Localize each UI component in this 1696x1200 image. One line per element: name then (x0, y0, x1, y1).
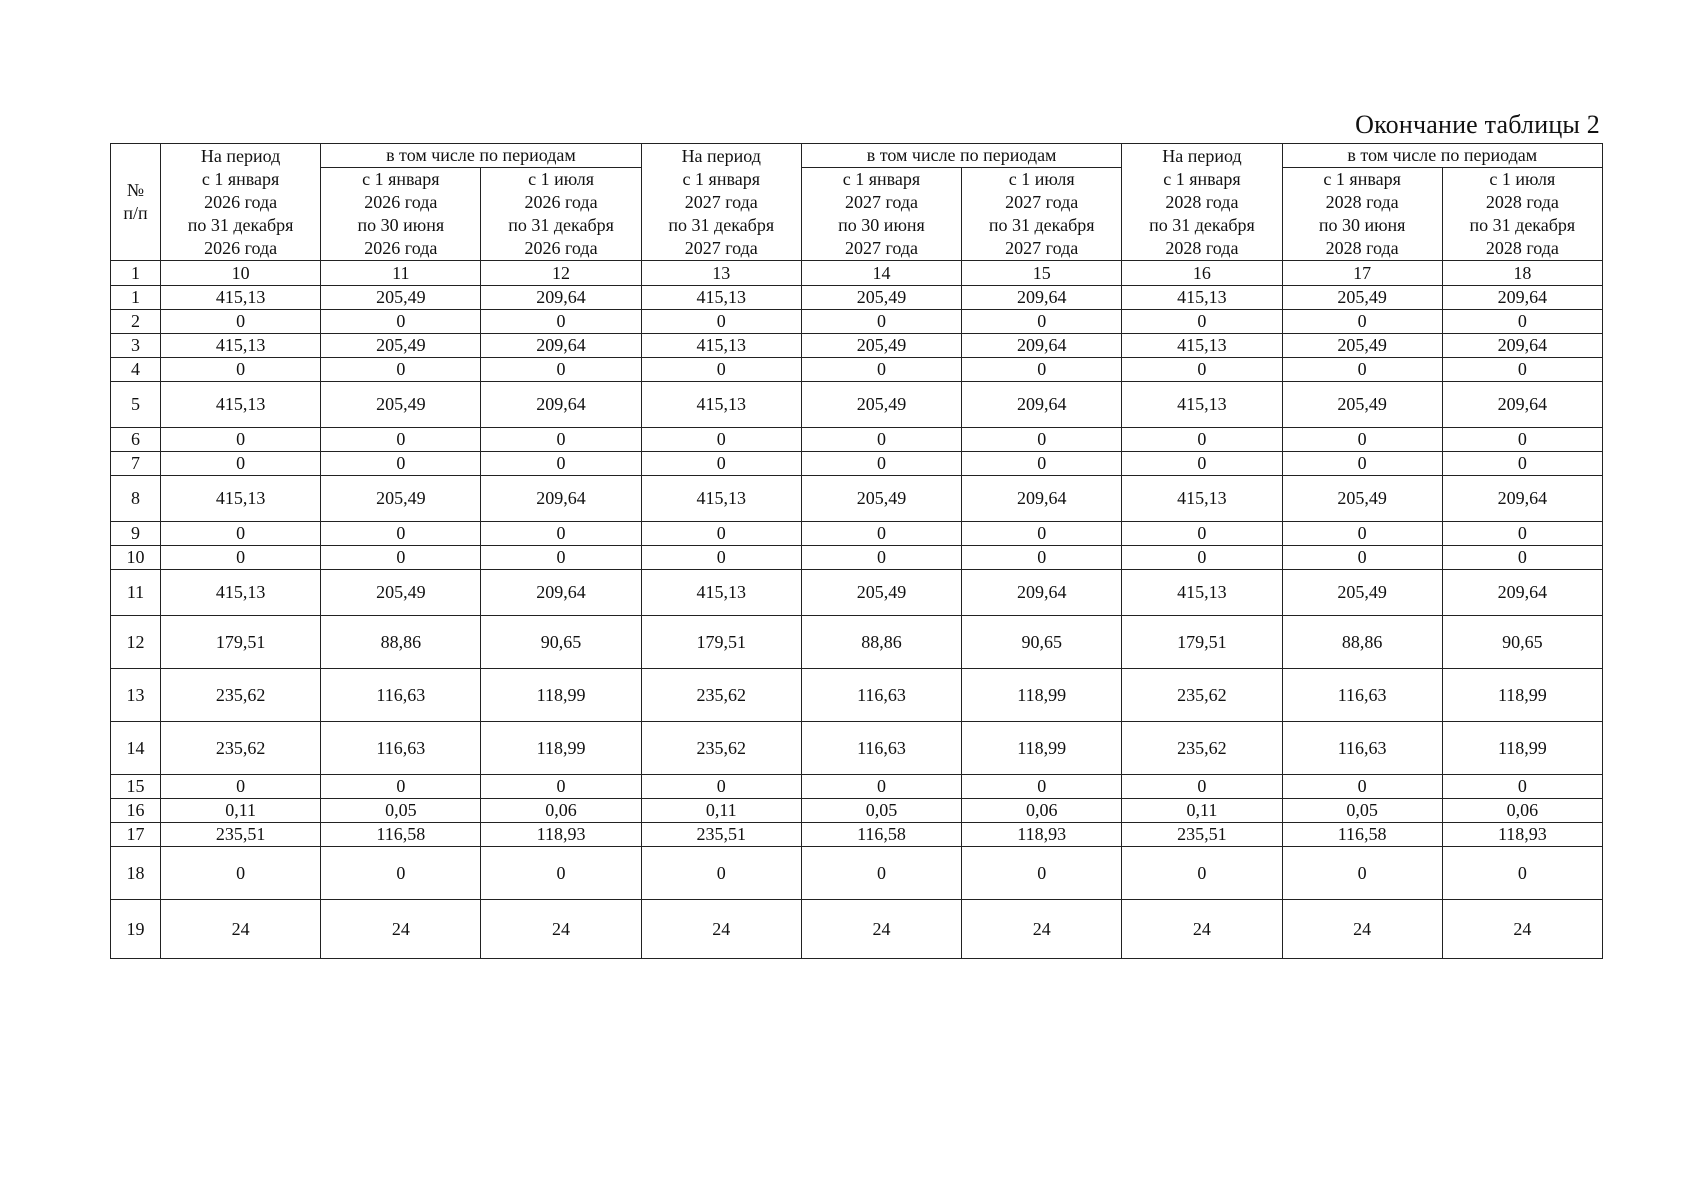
table-cell: 0 (161, 428, 321, 452)
table-cell: 0 (321, 452, 481, 476)
table-cell: 0 (161, 358, 321, 382)
table-cell: 205,49 (321, 334, 481, 358)
table-cell: 235,51 (1122, 823, 1282, 847)
table-cell: 0 (1282, 522, 1442, 546)
table-row (111, 900, 1603, 959)
row-number: 13 (111, 669, 161, 722)
table-cell: 209,64 (481, 570, 641, 616)
table-cell: 0 (321, 546, 481, 570)
table-cell: 209,64 (1442, 382, 1602, 428)
table-cell: 415,13 (161, 382, 321, 428)
table-cell: 0,11 (1122, 799, 1282, 823)
table-cell: 24 (962, 900, 1122, 959)
table-cell: 0 (801, 546, 961, 570)
table-cell: 0 (481, 522, 641, 546)
table-cell: 0 (1442, 847, 1602, 900)
table-cell: 209,64 (1442, 476, 1602, 522)
table-cell: 0 (1282, 546, 1442, 570)
table-row (111, 452, 1603, 476)
table-cell: 0 (161, 452, 321, 476)
table-cell: 0,11 (161, 799, 321, 823)
table-cell: 235,51 (161, 823, 321, 847)
table-cell: 205,49 (321, 570, 481, 616)
table-cell: 0 (801, 428, 961, 452)
table-row (111, 616, 1603, 669)
table-row (111, 334, 1603, 358)
table-cell: 0 (1122, 522, 1282, 546)
table-cell: 0 (321, 522, 481, 546)
table-cell: 415,13 (641, 570, 801, 616)
header-sub-2026-h1: с 1 января 2026 года по 30 июня 2026 года (321, 168, 481, 261)
table-cell: 0 (1282, 428, 1442, 452)
table-cell: 0 (962, 452, 1122, 476)
table-cell: 415,13 (161, 334, 321, 358)
table-cell: 415,13 (641, 334, 801, 358)
table-cell: 0,05 (801, 799, 961, 823)
table-cell: 205,49 (801, 286, 961, 310)
table-cell: 0,05 (321, 799, 481, 823)
table-cell: 0 (161, 546, 321, 570)
table-cell: 205,49 (321, 286, 481, 310)
header-period-2026: На период с 1 января 2026 года по 31 декабря 2026 года (161, 144, 321, 261)
table-cell: 235,62 (161, 722, 321, 775)
header-sub-2028-h2: с 1 июля 2028 года по 31 декабря 2028 года (1442, 168, 1602, 261)
table-cell: 0 (321, 358, 481, 382)
table-cell: 0 (962, 310, 1122, 334)
table-cell: 209,64 (962, 286, 1122, 310)
column-number: 14 (801, 261, 961, 286)
table-cell: 90,65 (481, 616, 641, 669)
header-sub-2027-h1: с 1 января 2027 года по 30 июня 2027 года (801, 168, 961, 261)
table-cell: 24 (1122, 900, 1282, 959)
table-cell: 0,06 (481, 799, 641, 823)
table-cell: 0 (1282, 452, 1442, 476)
table-cell: 0 (1442, 546, 1602, 570)
table-cell: 0 (962, 358, 1122, 382)
table-cell: 0 (641, 428, 801, 452)
table-cell: 0 (1122, 847, 1282, 900)
header-period-2028: На период с 1 января 2028 года по 31 декабря 2028 года (1122, 144, 1282, 261)
table-cell: 415,13 (641, 286, 801, 310)
table-cell: 116,58 (1282, 823, 1442, 847)
table-cell: 24 (161, 900, 321, 959)
table-cell: 0 (161, 310, 321, 334)
table-cell: 205,49 (321, 476, 481, 522)
table-cell: 24 (801, 900, 961, 959)
table-row (111, 722, 1603, 775)
table-cell: 0 (641, 358, 801, 382)
table-cell: 205,49 (1282, 476, 1442, 522)
table-cell: 235,62 (1122, 722, 1282, 775)
table-cell: 116,63 (321, 669, 481, 722)
row-number: 8 (111, 476, 161, 522)
table-cell: 118,93 (1442, 823, 1602, 847)
table-cell: 205,49 (1282, 286, 1442, 310)
table-cell: 0 (641, 546, 801, 570)
column-number: 1 (111, 261, 161, 286)
table-cell: 205,49 (801, 334, 961, 358)
table-cell: 0 (321, 847, 481, 900)
table-cell: 0 (641, 847, 801, 900)
table-row (111, 428, 1603, 452)
header-group-2028: в том числе по периодам (1282, 144, 1602, 168)
table-cell: 235,51 (641, 823, 801, 847)
column-number: 18 (1442, 261, 1602, 286)
table-cell: 209,64 (481, 334, 641, 358)
table-cell: 118,93 (481, 823, 641, 847)
table-cell: 205,49 (1282, 570, 1442, 616)
table-cell: 116,63 (1282, 722, 1442, 775)
table-cell: 0 (481, 847, 641, 900)
row-number: 7 (111, 452, 161, 476)
table-row (111, 823, 1603, 847)
row-number: 6 (111, 428, 161, 452)
table-cell: 118,99 (962, 722, 1122, 775)
table-cell: 0 (481, 546, 641, 570)
column-number: 12 (481, 261, 641, 286)
column-number: 11 (321, 261, 481, 286)
table-cell: 0,11 (641, 799, 801, 823)
table-row (111, 522, 1603, 546)
table-cell: 415,13 (1122, 286, 1282, 310)
column-number: 10 (161, 261, 321, 286)
table-cell: 415,13 (1122, 570, 1282, 616)
table-cell: 0 (962, 428, 1122, 452)
header-sub-2027-h2: с 1 июля 2027 года по 31 декабря 2027 года (962, 168, 1122, 261)
table-cell: 0 (801, 847, 961, 900)
table-cell: 209,64 (481, 286, 641, 310)
table-cell: 90,65 (1442, 616, 1602, 669)
table-cell: 116,63 (1282, 669, 1442, 722)
table-cell: 116,63 (321, 722, 481, 775)
table-cell: 88,86 (1282, 616, 1442, 669)
table-cell: 415,13 (1122, 476, 1282, 522)
table-cell: 0,06 (1442, 799, 1602, 823)
table-cell: 209,64 (962, 570, 1122, 616)
table-cell: 0 (321, 775, 481, 799)
table-cell: 209,64 (1442, 334, 1602, 358)
table-row (111, 358, 1603, 382)
table-cell: 415,13 (1122, 382, 1282, 428)
table-row (111, 775, 1603, 799)
table-cell: 0 (1442, 428, 1602, 452)
table-cell: 0 (801, 522, 961, 546)
table-row (111, 310, 1603, 334)
table-cell: 235,62 (641, 669, 801, 722)
table-row (111, 799, 1603, 823)
table-cell: 179,51 (161, 616, 321, 669)
column-number-row (111, 261, 1603, 286)
table-cell: 0 (1282, 310, 1442, 334)
table-cell: 0 (481, 358, 641, 382)
table-cell: 0 (641, 522, 801, 546)
table-cell: 209,64 (1442, 570, 1602, 616)
table-cell: 0 (962, 847, 1122, 900)
table-cell: 209,64 (481, 476, 641, 522)
table-cell: 90,65 (962, 616, 1122, 669)
header-period-2027: На период с 1 января 2027 года по 31 декабря 2027 года (641, 144, 801, 261)
table-cell: 118,99 (481, 669, 641, 722)
table-cell: 0 (801, 358, 961, 382)
table-cell: 24 (641, 900, 801, 959)
table-cell: 209,64 (962, 476, 1122, 522)
table-cell: 415,13 (1122, 334, 1282, 358)
table-cell: 24 (321, 900, 481, 959)
table-cell: 0 (161, 522, 321, 546)
table-cell: 118,99 (962, 669, 1122, 722)
row-number: 19 (111, 900, 161, 959)
table-cell: 0 (481, 310, 641, 334)
table-cell: 118,99 (481, 722, 641, 775)
table-cell: 118,99 (1442, 722, 1602, 775)
table-cell: 0 (641, 310, 801, 334)
table-cell: 0 (641, 452, 801, 476)
table-cell: 24 (1282, 900, 1442, 959)
table-cell: 0 (1122, 775, 1282, 799)
row-number: 4 (111, 358, 161, 382)
table-cell: 209,64 (962, 382, 1122, 428)
column-number: 13 (641, 261, 801, 286)
table-cell: 0 (481, 452, 641, 476)
table-cell: 209,64 (1442, 286, 1602, 310)
header-sub-2026-h2: с 1 июля 2026 года по 31 декабря 2026 года (481, 168, 641, 261)
table-cell: 205,49 (801, 570, 961, 616)
table-cell: 0 (481, 428, 641, 452)
table-cell: 235,62 (161, 669, 321, 722)
table-cell: 415,13 (641, 382, 801, 428)
table-cell: 0 (1442, 522, 1602, 546)
header-group-2026: в том числе по периодам (321, 144, 641, 168)
table-cell: 205,49 (1282, 334, 1442, 358)
table-cell: 0 (161, 775, 321, 799)
table-cell: 118,99 (1442, 669, 1602, 722)
table-cell: 116,63 (801, 722, 961, 775)
header-sub-2028-h1: с 1 января 2028 года по 30 июня 2028 года (1282, 168, 1442, 261)
table-cell: 0 (641, 775, 801, 799)
table-cell: 209,64 (481, 382, 641, 428)
table-cell: 24 (481, 900, 641, 959)
header-group-2027: в том числе по периодам (801, 144, 1121, 168)
table-cell: 0 (1122, 428, 1282, 452)
table-cell: 0 (962, 546, 1122, 570)
row-number: 3 (111, 334, 161, 358)
column-number: 17 (1282, 261, 1442, 286)
data-table (110, 143, 1603, 959)
table-cell: 415,13 (161, 570, 321, 616)
table-cell: 0 (962, 522, 1122, 546)
table-cell: 415,13 (161, 476, 321, 522)
column-number: 15 (962, 261, 1122, 286)
table-cell: 0 (1122, 310, 1282, 334)
table-cell: 0 (801, 310, 961, 334)
row-number: 11 (111, 570, 161, 616)
table-cell: 0 (321, 310, 481, 334)
row-number: 17 (111, 823, 161, 847)
table-cell: 205,49 (1282, 382, 1442, 428)
table-cell: 116,58 (801, 823, 961, 847)
table-cell: 205,49 (801, 476, 961, 522)
table-cell: 0 (481, 775, 641, 799)
row-number: 10 (111, 546, 161, 570)
table-row (111, 669, 1603, 722)
table-cell: 116,63 (801, 669, 961, 722)
row-number: 5 (111, 382, 161, 428)
table-cell: 88,86 (321, 616, 481, 669)
table-cell: 0 (1122, 546, 1282, 570)
table-body (111, 286, 1603, 959)
table-cell: 0 (1282, 775, 1442, 799)
table-row (111, 286, 1603, 310)
table-cell: 0 (1282, 847, 1442, 900)
header-num: № п/п (111, 144, 161, 261)
table-row (111, 570, 1603, 616)
table-cell: 205,49 (801, 382, 961, 428)
table-row (111, 546, 1603, 570)
column-number: 16 (1122, 261, 1282, 286)
table-cell: 235,62 (1122, 669, 1282, 722)
table-cell: 116,58 (321, 823, 481, 847)
table-cell: 0 (1122, 452, 1282, 476)
table-cell: 118,93 (962, 823, 1122, 847)
row-number: 15 (111, 775, 161, 799)
table-cell: 0 (801, 452, 961, 476)
row-number: 2 (111, 310, 161, 334)
row-number: 16 (111, 799, 161, 823)
table-cell: 88,86 (801, 616, 961, 669)
table-cell: 0 (161, 847, 321, 900)
table-caption: Окончание таблицы 2 (1355, 110, 1600, 139)
table-cell: 415,13 (161, 286, 321, 310)
table-cell: 235,62 (641, 722, 801, 775)
row-number: 9 (111, 522, 161, 546)
row-number: 18 (111, 847, 161, 900)
table-cell: 24 (1442, 900, 1602, 959)
row-number: 1 (111, 286, 161, 310)
table-cell: 0 (801, 775, 961, 799)
table-row (111, 476, 1603, 522)
table-cell: 0,06 (962, 799, 1122, 823)
table-cell: 0,05 (1282, 799, 1442, 823)
table-cell: 0 (1282, 358, 1442, 382)
table-cell: 0 (962, 775, 1122, 799)
table-cell: 0 (1442, 310, 1602, 334)
table-cell: 0 (321, 428, 481, 452)
row-number: 14 (111, 722, 161, 775)
table-cell: 0 (1122, 358, 1282, 382)
table-cell: 179,51 (1122, 616, 1282, 669)
table-cell: 415,13 (641, 476, 801, 522)
table-cell: 209,64 (962, 334, 1122, 358)
table-cell: 205,49 (321, 382, 481, 428)
row-number: 12 (111, 616, 161, 669)
table-row (111, 382, 1603, 428)
table-cell: 0 (1442, 775, 1602, 799)
table-cell: 0 (1442, 452, 1602, 476)
table-row (111, 847, 1603, 900)
table-cell: 179,51 (641, 616, 801, 669)
table-cell: 0 (1442, 358, 1602, 382)
